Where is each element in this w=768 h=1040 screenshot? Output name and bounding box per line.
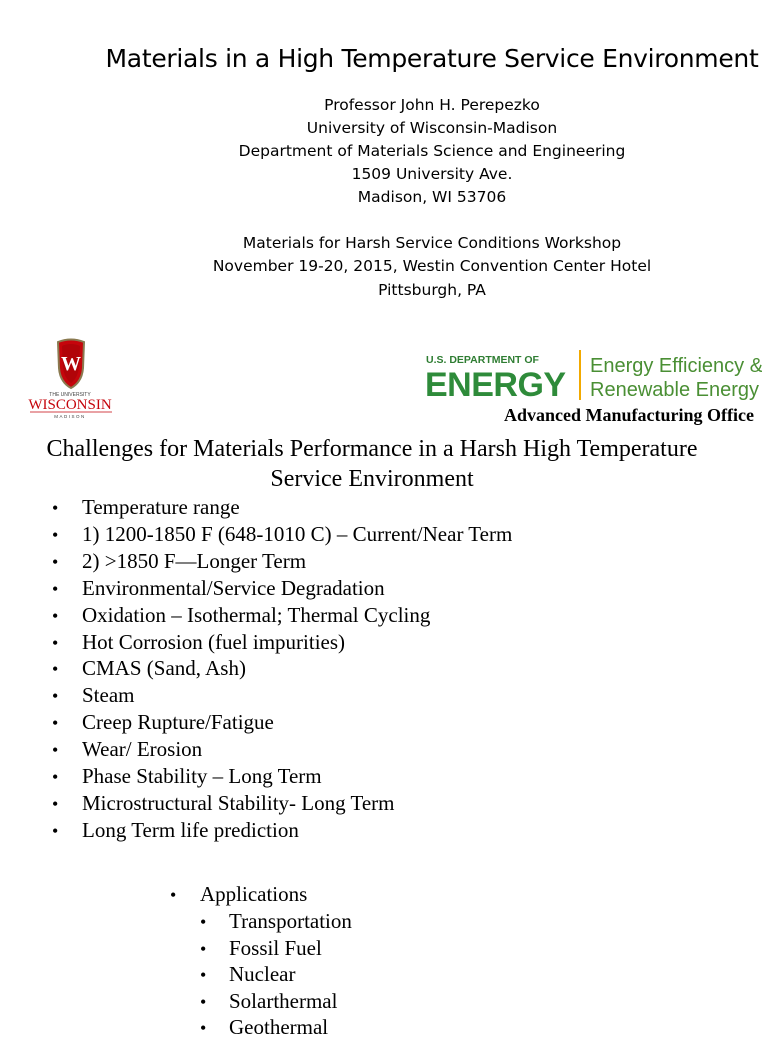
bullet-icon: • (52, 794, 59, 814)
bullet-icon: • (52, 606, 59, 626)
svg-text:Energy Efficiency &: Energy Efficiency & (590, 355, 762, 377)
applications-label: Applications (200, 882, 308, 906)
author-city: Madison, WI 53706 (357, 188, 507, 206)
page-title: Materials in a High Temperature Service Environment (105, 44, 759, 73)
list-item: Microstructural Stability- Long Term (82, 791, 395, 815)
office-name: Advanced Manufacturing Office (504, 405, 754, 425)
list-item: 2) >1850 F—Longer Term (82, 549, 307, 573)
uw-crest-icon (22, 338, 122, 420)
bullet-icon: • (52, 713, 59, 733)
doe-eere-logo (424, 346, 762, 402)
bullet-icon: • (52, 525, 59, 545)
bullet-icon: • (52, 633, 59, 653)
svg-text:Renewable Energy: Renewable Energy (590, 379, 759, 401)
bullet-icon: • (52, 498, 59, 518)
section-heading-line-2: Service Environment (270, 466, 474, 492)
bullet-icon: • (170, 885, 177, 905)
bullet-icon: • (52, 767, 59, 787)
list-item: Solarthermal (229, 989, 338, 1013)
list-item: Fossil Fuel (229, 936, 322, 960)
bullet-icon: • (52, 686, 59, 706)
author-department: Department of Materials Science and Engineering (238, 142, 626, 160)
author-street: 1509 University Ave. (351, 165, 513, 183)
event-date-venue: November 19-20, 2015, Westin Convention Center Hotel (212, 257, 652, 275)
list-item: Nuclear (229, 962, 296, 986)
list-item: CMAS (Sand, Ash) (82, 656, 246, 680)
list-item: Hot Corrosion (fuel impurities) (82, 630, 346, 654)
list-item: Long Term life prediction (82, 818, 299, 842)
svg-text:W: W (61, 353, 81, 375)
bullet-icon: • (200, 1018, 207, 1038)
author-name: Professor John H. Perepezko (324, 96, 540, 114)
svg-text:MADISON: MADISON (54, 414, 86, 419)
section-heading-line-1: Challenges for Materials Performance in a Harsh High Temperature (46, 436, 698, 462)
list-item: Environmental/Service Degradation (82, 576, 385, 600)
bullet-icon: • (52, 740, 59, 760)
list-item: Steam (82, 683, 135, 707)
list-item: Wear/ Erosion (82, 737, 203, 761)
event-location: Pittsburgh, PA (378, 281, 486, 299)
list-item: Transportation (229, 909, 352, 933)
list-item: Geothermal (229, 1015, 329, 1039)
svg-text:THE UNIVERSITY: THE UNIVERSITY (49, 392, 91, 398)
list-item: Temperature range (82, 495, 240, 519)
list-item: Phase Stability – Long Term (82, 764, 322, 788)
bullet-icon: • (200, 965, 207, 985)
list-item: Creep Rupture/Fatigue (82, 710, 274, 734)
list-item: Oxidation – Isothermal; Thermal Cycling (82, 603, 431, 627)
uw-madison-logo (22, 338, 122, 420)
bullet-icon: • (200, 939, 207, 959)
section-heading (0, 434, 744, 494)
svg-text:WISCONSIN: WISCONSIN (28, 397, 112, 413)
bullet-icon: • (52, 552, 59, 572)
bullet-icon: • (200, 912, 207, 932)
svg-text:ENERGY: ENERGY (425, 366, 566, 402)
bullet-icon: • (52, 659, 59, 679)
doe-energy-logo-icon (424, 346, 762, 402)
event-name: Materials for Harsh Service Conditions Workshop (242, 234, 622, 252)
author-university: University of Wisconsin-Madison (306, 119, 558, 137)
bullet-icon: • (52, 821, 59, 841)
bullet-icon: • (200, 992, 207, 1012)
svg-text:U.S. DEPARTMENT OF: U.S. DEPARTMENT OF (426, 354, 539, 366)
list-item: 1) 1200-1850 F (648-1010 C) – Current/Near Term (82, 522, 513, 546)
bullet-icon: • (52, 579, 59, 599)
